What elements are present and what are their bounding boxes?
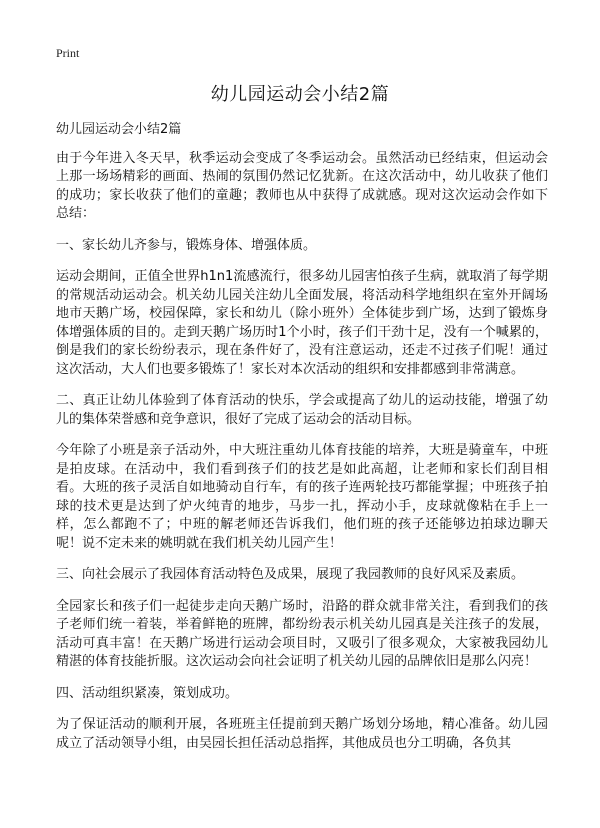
document-body xyxy=(56,121,548,766)
paragraph-section-3: 全园家长和孩子们一起徒步走向天鹅广场时，沿路的群众就非常关注，看到我们的孩子老师们统一着装，举着鲜艳的班牌，都纷纷表示机关幼儿园真是关注孩子的发展，活动可真丰富！在天鹅广场进行运动会项目时，又吸引了很多观众，大家被我园幼儿精湛的体育技能折服。这次运动会向社会证明了机关幼儿园的品牌依旧是那么闪亮！ xyxy=(56,598,548,669)
paragraph-section-1: 运动会期间，正值全世界h1n1流感流行，很多幼儿园害怕孩子生病，就取消了每学期的常规活动运动会。机关幼儿园关注幼儿全面发展，将活动科学地组织在室外开阔场地市天鹅广场，校园保障，家长和幼儿（除小班外）全体徒步到广场，达到了锻炼身体增强体质的目的。走到天鹅广场历时1个小时，孩子们干劲十足，没有一个喊累的，倒是我们的家长纷纷表示，现在条件好了，没有注意运动，还走不过孩子们呢！通过这次活动，大人们也要多锻炼了！家长对本次活动的组织和安排都感到非常满意。 xyxy=(56,269,548,377)
section-heading-4: 四、活动组织紧凑，策划成功。 xyxy=(56,685,239,701)
section-heading-3: 三、向社会展示了我园体育活动特色及成果，展现了我园教师的良好风采及素质。 xyxy=(56,567,525,582)
document-subtitle: 幼儿园运动会小结2篇 xyxy=(56,122,182,137)
paragraph-section-4: 为了保证活动的顺利开展，各班班主任提前到天鹅广场划分场地，精心准备。幼儿园成立了活动领导小组，由吴园长担任活动总指挥，其他成员也分工明确，各负其 xyxy=(56,717,548,751)
section-heading-1: 一、家长幼儿齐参与，锻炼身体、增强体质。 xyxy=(56,237,317,253)
document-title: 幼儿园运动会小结2篇 xyxy=(210,84,390,105)
print-link[interactable]: Print xyxy=(56,46,80,60)
paragraph-section-2: 今年除了小班是亲子活动外，中大班注重幼儿体育技能的培养，大班是骑童车，中班是拍皮球。在活动中，我们看到孩子们的技艺是如此高超，让老师和家长们刮目相看。大班的孩子灵活自如地骑动自行车，有的孩子连两轮技巧都能掌握；中班孩子拍球的技术更是达到了炉火纯青的地步，马步一扎，挥动小手，皮球就像粘在手上一样，怎么都跑不了；中班的解老师还告诉我们，他们班的孩子还能够边拍球边聊天呢！说不定未来的姚明就在我们机关幼儿园产生！ xyxy=(56,443,548,551)
section-heading-2: 二、真正让幼儿体验到了体育活动的快乐，学会或提高了幼儿的运动技能，增强了幼儿的集体荣誉感和竞争意识，很好了完成了运动会的活动目标。 xyxy=(56,393,548,427)
paragraph-intro: 由于今年进入冬天早，秋季运动会变成了冬季运动会。虽然活动已经结束，但运动会上那一场场精彩的画面、热闹的氛围仍然记忆犹新。在这次活动中，幼儿收获了他们的成功；家长收获了他们的童趣；教师也从中获得了成就感。现对这次运动会作如下总结： xyxy=(56,150,548,221)
